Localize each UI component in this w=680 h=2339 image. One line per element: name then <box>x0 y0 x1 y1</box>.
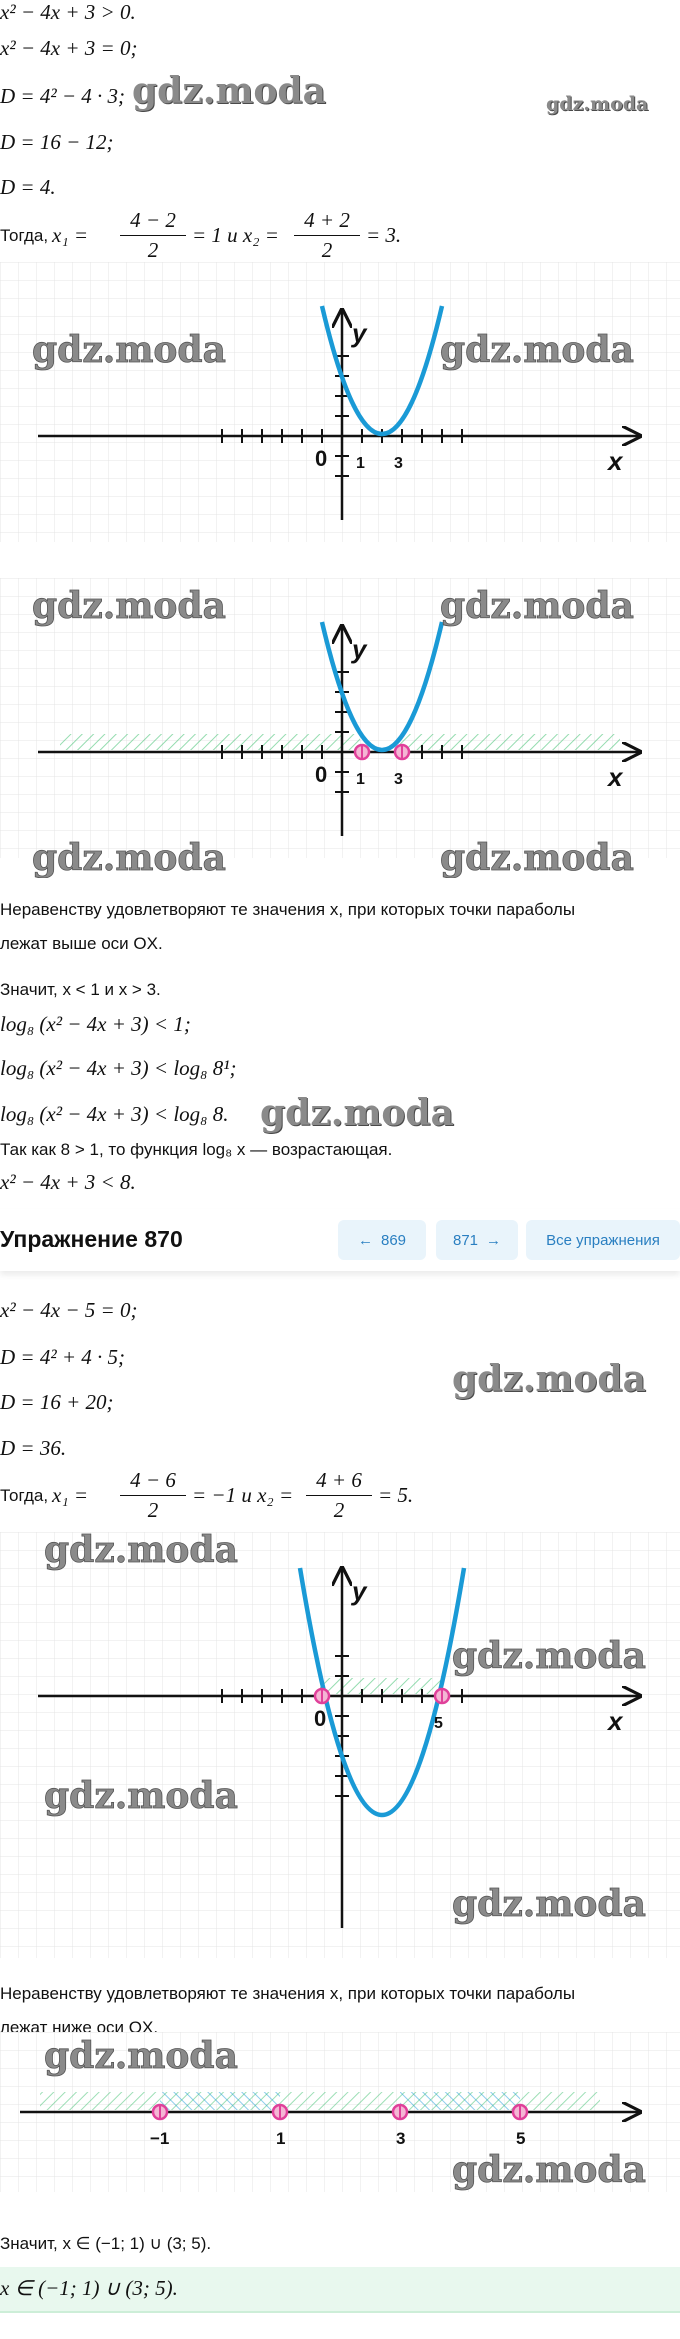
watermark: gdz.moda <box>260 1092 454 1134</box>
equation-line: D = 36. <box>0 1436 67 1460</box>
origin-label: 0 <box>314 1706 327 1731</box>
roots-line <box>0 208 680 258</box>
prev-exercise-button[interactable] <box>338 1220 426 1260</box>
all-exercises-label: Все упражнения <box>546 1231 660 1249</box>
conclusion-text: Значит, x ∈ (−1; 1) ∪ (3; 5). <box>0 2234 212 2253</box>
label-3: 3 <box>396 2129 406 2148</box>
conclusion-text: Значит, x < 1 и x > 3. <box>0 980 161 999</box>
origin-label: 0 <box>315 762 328 787</box>
equation-line: D = 4. <box>0 175 56 199</box>
equation-line: D = 4² + 4 · 5; <box>0 1345 126 1369</box>
grid-background <box>0 262 680 542</box>
answer-divider <box>0 2311 680 2313</box>
equation-line: x² − 4x + 3 = 0; <box>0 36 138 60</box>
equation-line: x² − 4x + 3 < 8. <box>0 1170 136 1194</box>
equation-line: D = 16 + 20; <box>0 1390 114 1414</box>
root-point-neg1 <box>315 1688 329 1704</box>
next-exercise-button[interactable] <box>436 1220 518 1260</box>
x1-numerator: 4 − 6 <box>130 1468 176 1492</box>
label-neg1: −1 <box>150 2129 170 2148</box>
answer-text: x ∈ (−1; 1) ∪ (3; 5). <box>0 2276 178 2300</box>
x-axis-label: x <box>608 762 623 792</box>
watermark: gdz.moda <box>132 70 326 112</box>
watermark: gdz.moda <box>452 1635 646 1677</box>
equation-line: log₈ (x² − 4x + 3) < 1; <box>0 1012 191 1036</box>
roots-line <box>0 1468 680 1520</box>
root-label-3: 3 <box>394 455 403 472</box>
watermark: gdz.moda <box>44 2035 238 2077</box>
x1-denominator: 2 <box>147 1498 159 1522</box>
watermark: gdz.moda <box>32 585 226 627</box>
point-5 <box>513 2104 527 2120</box>
all-exercises-button[interactable] <box>526 1220 680 1260</box>
watermark: gdz.moda <box>452 1883 646 1925</box>
watermark: gdz.moda <box>546 93 649 115</box>
roots-word: Тогда, <box>0 1486 49 1505</box>
explanation-text: Так как 8 > 1, то функция log₈ x — возрастающая. <box>0 1140 393 1159</box>
x1-tail: = −1 и x₂ = <box>192 1483 294 1507</box>
y-axis-label: y <box>352 1576 367 1606</box>
roots-word: Тогда, <box>0 226 49 245</box>
equation-line: D = 16 − 12; <box>0 130 114 154</box>
region-between-3-5 <box>400 2092 520 2110</box>
x2-tail: = 3. <box>366 223 402 247</box>
region-between-neg1-1 <box>160 2092 280 2110</box>
x-axis-label: x <box>608 446 623 476</box>
watermark: gdz.moda <box>440 837 634 878</box>
point-neg1 <box>153 2104 167 2120</box>
explanation-text: Неравенству удовлетворяют те значения x, при которых точки параболы <box>0 900 576 919</box>
explanation-text: Неравенству удовлетворяют те значения x, при которых точки параболы <box>0 1984 576 2003</box>
label-5: 5 <box>516 2129 526 2148</box>
x1-label: x₁ = <box>52 223 89 247</box>
parabola-graph-2 <box>0 578 680 878</box>
parabola-graph-1 <box>0 262 680 542</box>
label-1: 1 <box>276 2129 286 2148</box>
fraction-bar <box>306 1495 372 1496</box>
parabola-graph-3 <box>0 1532 680 1958</box>
point-3 <box>393 2104 407 2120</box>
next-exercise-label: 871 <box>452 1231 479 1249</box>
root-label-5: 5 <box>434 1715 443 1732</box>
solution-region-right <box>400 734 620 750</box>
watermark: gdz.moda <box>452 1358 646 1400</box>
equation-line: log₈ (x² − 4x + 3) < log₈ 8¹; <box>0 1056 237 1080</box>
answer-box <box>0 2267 680 2311</box>
exercise-nav-bar <box>0 1209 680 1271</box>
x1-numerator: 4 − 2 <box>130 208 176 232</box>
root-point-3 <box>395 744 409 760</box>
x1-label: x₁ = <box>52 1483 89 1507</box>
x2-denominator: 2 <box>321 238 333 258</box>
watermark: gdz.moda <box>440 585 634 627</box>
equation-line: D = 4² − 4 · 3; <box>0 84 126 108</box>
fraction-bar <box>294 235 360 236</box>
x1-tail: = 1 и x₂ = <box>192 223 279 247</box>
explanation-text: лежат выше оси OX. <box>0 934 163 953</box>
explanation-text: лежат ниже оси OX. <box>0 2018 159 2032</box>
fraction-bar <box>120 235 186 236</box>
equation-line: x² − 4x − 5 = 0; <box>0 1298 138 1322</box>
watermark: gdz.moda <box>32 837 226 878</box>
x2-numerator: 4 + 6 <box>316 1468 362 1492</box>
exercise-title: Упражнение 870 <box>0 1226 183 1252</box>
y-axis-label: y <box>352 318 367 348</box>
arrow-left-icon: ← <box>357 1231 373 1249</box>
root-point-1 <box>355 744 369 760</box>
equation-line: log₈ (x² − 4x + 3) < log₈ 8. <box>0 1102 229 1126</box>
root-point-5 <box>435 1688 449 1704</box>
equation-line: x² − 4x + 3 > 0. <box>0 0 136 24</box>
number-line <box>0 2032 680 2192</box>
point-1 <box>273 2104 287 2120</box>
x2-numerator: 4 + 2 <box>304 208 350 232</box>
watermark: gdz.moda <box>44 1532 238 1571</box>
watermark: gdz.moda <box>452 2149 646 2191</box>
fraction-bar <box>120 1495 186 1496</box>
watermark: gdz.moda <box>44 1775 238 1817</box>
x1-denominator: 2 <box>147 238 159 258</box>
root-label-3: 3 <box>394 771 403 788</box>
x2-denominator: 2 <box>333 1498 345 1522</box>
root-label-1: 1 <box>356 455 365 472</box>
origin-label: 0 <box>315 446 328 471</box>
prev-exercise-label: 869 <box>380 1231 407 1249</box>
root-label-1: 1 <box>356 771 365 788</box>
watermark: gdz.moda <box>32 329 226 371</box>
y-axis-label: y <box>352 634 367 664</box>
x2-tail: = 5. <box>378 1483 414 1507</box>
solution-region-left <box>60 734 360 750</box>
x-axis-label: x <box>608 1706 623 1736</box>
watermark: gdz.moda <box>440 329 634 371</box>
arrow-right-icon: → <box>486 1231 502 1249</box>
